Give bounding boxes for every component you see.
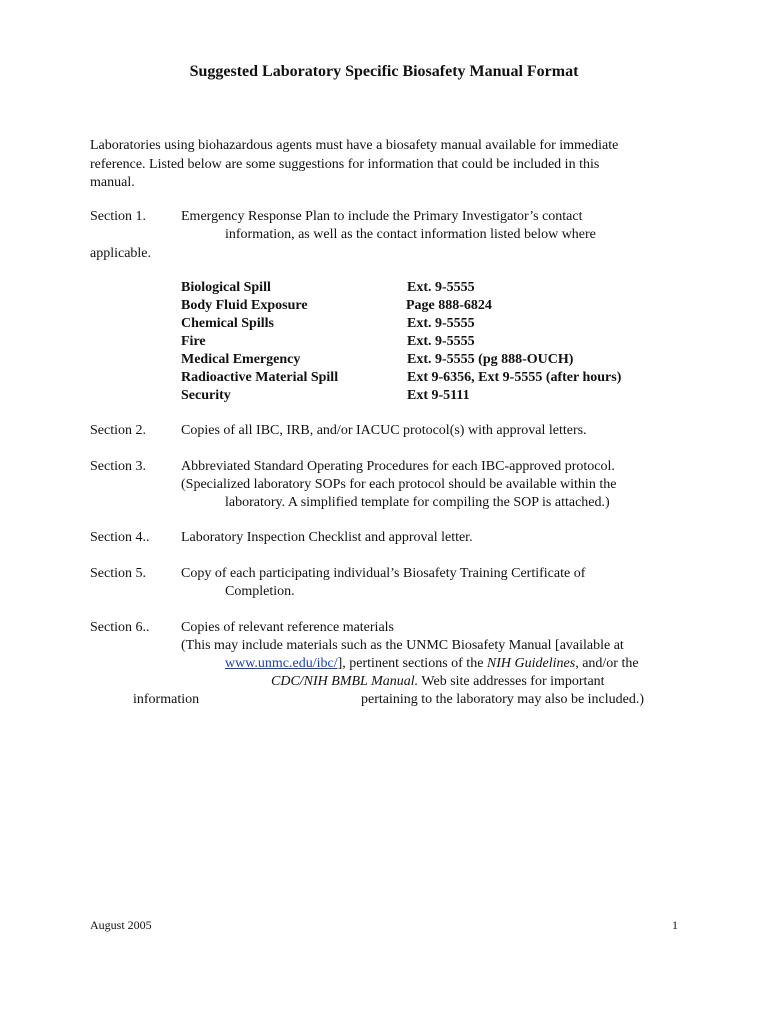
contact-value: Ext 9-6356, Ext 9-5555 (after hours) xyxy=(407,370,622,385)
section-text: pertaining to the laboratory may also be included.) xyxy=(361,692,645,707)
footer-page-number: 1 xyxy=(672,918,678,932)
section-text: Copies of relevant reference materials xyxy=(181,620,395,635)
unmc-ibc-link[interactable]: www.unmc.edu/ibc/ xyxy=(225,656,338,671)
section-text: (Specialized laboratory SOPs for each protocol should be available within the xyxy=(181,477,617,492)
cdc-bmbl-text: CDC/NIH BMBL Manual. xyxy=(271,674,419,689)
section-text: Emergency Response Plan to include the Primary Investigator’s contact xyxy=(181,209,583,224)
section-text: ], pertinent sections of the xyxy=(337,656,487,671)
section-label: Section 3. xyxy=(90,459,146,474)
intro-paragraph xyxy=(90,137,680,193)
section-label: Section 5. xyxy=(90,566,146,581)
section-text: Copy of each participating individual’s Biosafety Training Certificate of xyxy=(181,566,586,581)
section-text: information, as well as the contact information listed below where xyxy=(225,227,596,242)
contact-value: Page 888-6824 xyxy=(406,298,492,313)
section-text: laboratory. A simplified template for compiling the SOP is attached.) xyxy=(225,495,610,510)
section-text-line xyxy=(271,673,605,691)
section-text: Laboratory Inspection Checklist and approval letter. xyxy=(181,530,473,545)
contact-value: Ext. 9-5555 xyxy=(407,316,475,331)
contact-name: Chemical Spills xyxy=(181,316,274,331)
contact-name: Fire xyxy=(181,334,206,349)
contact-name: Body Fluid Exposure xyxy=(181,298,308,313)
section-text: and/or the xyxy=(578,656,639,671)
section-text-with-link xyxy=(225,655,639,673)
intro-line: manual. xyxy=(90,175,135,190)
section-label: Section 2. xyxy=(90,423,146,438)
contact-name: Medical Emergency xyxy=(181,352,301,367)
section-text: Web site addresses for important xyxy=(418,674,605,689)
footer-date: August 2005 xyxy=(90,918,152,932)
contact-value: Ext. 9-5555 (pg 888-OUCH) xyxy=(407,352,574,367)
section-label: Section 4.. xyxy=(90,530,150,545)
section-text: (This may include materials such as the UNMC Biosafety Manual [available at xyxy=(181,638,624,653)
section-text: Abbreviated Standard Operating Procedures for each IBC-approved protocol. xyxy=(181,459,615,474)
section-label: Section 6.. xyxy=(90,620,150,635)
intro-line: reference. Listed below are some suggestions for information that could be included in this xyxy=(90,156,600,172)
section-text: Completion. xyxy=(225,584,295,599)
contact-value: Ext. 9-5555 xyxy=(407,280,475,295)
intro-line: Laboratories using biohazardous agents must have a biosafety manual available for immediate xyxy=(90,138,619,153)
page-title: Suggested Laboratory Specific Biosafety Manual Format xyxy=(189,63,579,80)
section-text: applicable. xyxy=(90,246,152,261)
section-text: Copies of all IBC, IRB, and/or IACUC protocol(s) with approval letters. xyxy=(181,423,587,438)
nih-guidelines-text: NIH Guidelines, xyxy=(486,656,579,671)
contact-name: Security xyxy=(181,388,231,403)
section-label: Section 1. xyxy=(90,209,146,224)
section-text: information xyxy=(133,692,200,707)
contact-value: Ext 9-5111 xyxy=(407,388,470,403)
contact-name: Biological Spill xyxy=(181,280,271,295)
contact-value: Ext. 9-5555 xyxy=(407,334,475,349)
contact-name: Radioactive Material Spill xyxy=(181,370,339,385)
